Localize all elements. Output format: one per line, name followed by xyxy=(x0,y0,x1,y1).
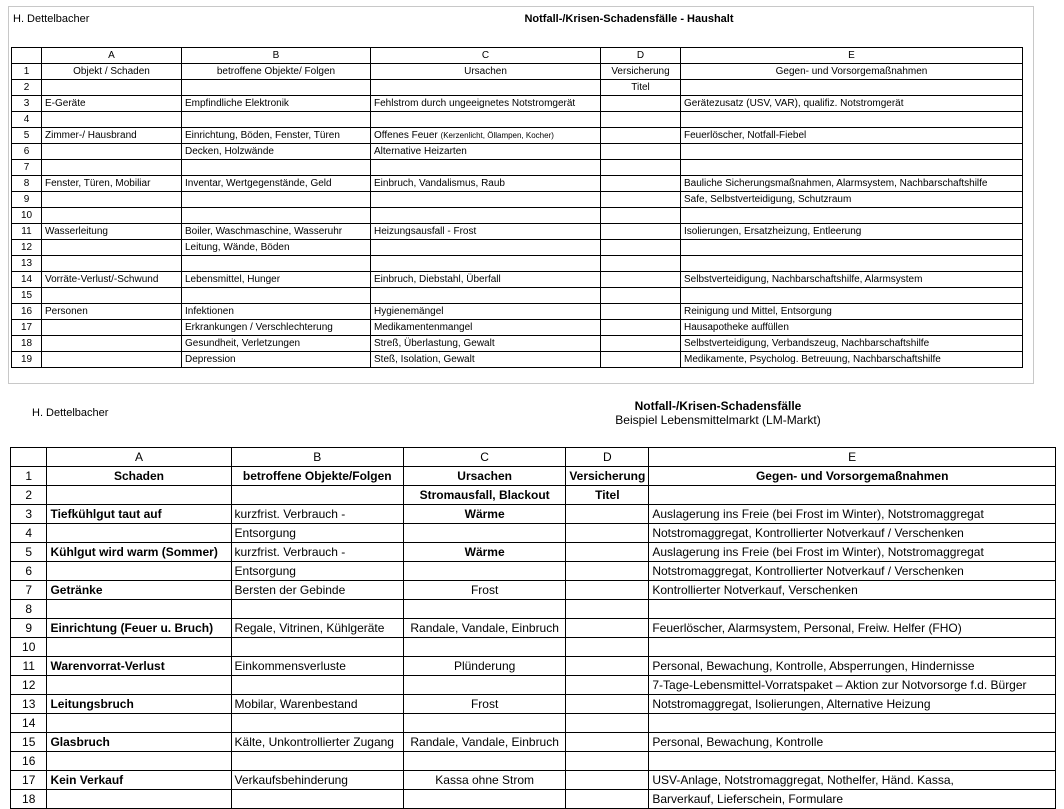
row-number: 4 xyxy=(12,112,42,128)
cell-insurance xyxy=(601,160,681,176)
cell-countermeasures: Gerätezusatz (USV, VAR), qualifiz. Notstromgerät xyxy=(681,96,1023,112)
column-letter: D xyxy=(601,48,681,64)
cell-causes: Wärme xyxy=(403,543,565,562)
cell-affected-objects: Entsorgung xyxy=(231,562,403,581)
cell-causes: Kassa ohne Strom xyxy=(403,771,565,790)
table-row xyxy=(12,112,1023,128)
row-number: 15 xyxy=(12,288,42,304)
cell-countermeasures xyxy=(681,112,1023,128)
cell-insurance xyxy=(566,505,649,524)
cell-insurance xyxy=(601,96,681,112)
cell-affected-objects: Decken, Holzwände xyxy=(182,144,371,160)
column-letter: A xyxy=(47,448,231,467)
table-row xyxy=(12,224,1023,240)
cell-affected-objects xyxy=(182,192,371,208)
cell-countermeasures: Reinigung und Mittel, Entsorgung xyxy=(681,304,1023,320)
cell-damage xyxy=(47,562,231,581)
cell-damage-object xyxy=(42,192,182,208)
cell-insurance xyxy=(601,128,681,144)
column-letter: C xyxy=(371,48,601,64)
cell-damage: Kühlgut wird warm (Sommer) xyxy=(47,543,231,562)
cell-insurance xyxy=(601,336,681,352)
cell-countermeasures xyxy=(649,638,1056,657)
cell-causes xyxy=(371,256,601,272)
table-row xyxy=(12,128,1023,144)
cell-causes xyxy=(371,64,601,80)
cell-affected-objects xyxy=(231,714,403,733)
row-number: 4 xyxy=(11,524,47,543)
cell-affected-objects xyxy=(182,80,371,96)
row-number: 2 xyxy=(12,80,42,96)
table-row xyxy=(11,657,1056,676)
table-row xyxy=(11,676,1056,695)
cell-countermeasures xyxy=(681,144,1023,160)
cell-affected-objects xyxy=(182,256,371,272)
cell-causes xyxy=(371,288,601,304)
cell-affected-objects: Mobilar, Warenbestand xyxy=(231,695,403,714)
cause-text: Steß, Isolation, Gewalt xyxy=(374,353,475,365)
sheet-household xyxy=(8,6,1034,384)
cell-affected-objects: Leitung, Wände, Böden xyxy=(182,240,371,256)
cell-affected-objects: Depression xyxy=(182,352,371,368)
cell-affected-objects xyxy=(231,790,403,809)
cell-affected-objects: kurzfrist. Verbrauch - xyxy=(231,505,403,524)
cell-affected-objects: Erkrankungen / Verschlechterung xyxy=(182,320,371,336)
cell-affected-objects: Einrichtung, Böden, Fenster, Türen xyxy=(182,128,371,144)
cause-note: (Kerzenlicht, Öllampen, Kocher) xyxy=(440,130,554,140)
cell-damage-object xyxy=(42,160,182,176)
cause-text: Offenes Feuer xyxy=(374,129,441,141)
cell-damage: Kein Verkauf xyxy=(47,771,231,790)
cell-insurance xyxy=(566,733,649,752)
row-number: 10 xyxy=(12,208,42,224)
table-row xyxy=(12,256,1023,272)
table-row xyxy=(11,619,1056,638)
cell-damage xyxy=(47,524,231,543)
cell-affected-objects: betroffene Objekte/Folgen xyxy=(231,467,403,486)
cell-damage-object xyxy=(42,80,182,96)
cell-causes: Randale, Vandale, Einbruch xyxy=(403,619,565,638)
cell-affected-objects xyxy=(182,160,371,176)
cell-countermeasures xyxy=(649,714,1056,733)
table-row xyxy=(12,352,1023,368)
cell-damage-object: E-Geräte xyxy=(42,96,182,112)
cell-causes: Frost xyxy=(403,581,565,600)
cell-affected-objects xyxy=(182,208,371,224)
cell-countermeasures: Barverkauf, Lieferschein, Formulare xyxy=(649,790,1056,809)
table-row xyxy=(11,524,1056,543)
cell-insurance xyxy=(601,224,681,240)
cell-countermeasures: Personal, Bewachung, Kontrolle, Absperrungen, Hindernisse xyxy=(649,657,1056,676)
cell-insurance xyxy=(601,208,681,224)
cell-damage-object xyxy=(42,112,182,128)
column-letter: B xyxy=(231,448,403,467)
row-number: 14 xyxy=(12,272,42,288)
cell-countermeasures xyxy=(681,80,1023,96)
row-number: 5 xyxy=(11,543,47,562)
cell-affected-objects: Bersten der Gebinde xyxy=(231,581,403,600)
cell-countermeasures: Kontrollierter Notverkauf, Verschenken xyxy=(649,581,1056,600)
cell-causes xyxy=(371,304,601,320)
table-row xyxy=(11,790,1056,809)
row-number: 13 xyxy=(11,695,47,714)
row-number: 15 xyxy=(11,733,47,752)
cell-causes xyxy=(403,752,565,771)
table-row xyxy=(12,144,1023,160)
cell-insurance xyxy=(601,288,681,304)
cell-damage-object xyxy=(42,208,182,224)
cell-damage xyxy=(47,638,231,657)
cell-insurance xyxy=(566,619,649,638)
cell-insurance xyxy=(601,144,681,160)
cell-countermeasures: Gegen- und Vorsorgemaßnahmen xyxy=(681,64,1023,80)
cell-insurance xyxy=(566,695,649,714)
table-row xyxy=(11,733,1056,752)
table-row xyxy=(12,336,1023,352)
cell-causes: Frost xyxy=(403,695,565,714)
cell-countermeasures: Bauliche Sicherungsmaßnahmen, Alarmsystem, Nachbarschaftshilfe xyxy=(681,176,1023,192)
cell-insurance: Versicherung xyxy=(601,64,681,80)
cell-damage-object: Personen xyxy=(42,304,182,320)
cell-countermeasures: Notstromaggregat, Kontrollierter Notverkauf / Verschenken xyxy=(649,562,1056,581)
cell-insurance xyxy=(601,320,681,336)
cell-causes xyxy=(403,562,565,581)
cell-causes xyxy=(403,638,565,657)
cell-damage: Einrichtung (Feuer u. Bruch) xyxy=(47,619,231,638)
cell-affected-objects xyxy=(231,676,403,695)
cell-countermeasures xyxy=(681,256,1023,272)
cell-insurance xyxy=(566,714,649,733)
row-number: 6 xyxy=(11,562,47,581)
cell-causes xyxy=(371,240,601,256)
corner-cell xyxy=(12,48,42,64)
row-number: 9 xyxy=(11,619,47,638)
cause-text: Ursachen xyxy=(464,65,507,77)
cell-countermeasures: Auslagerung ins Freie (bei Frost im Winter), Notstromaggregat xyxy=(649,543,1056,562)
table-row xyxy=(12,64,1023,80)
table-row xyxy=(11,638,1056,657)
cell-causes xyxy=(403,600,565,619)
table-row xyxy=(11,714,1056,733)
cell-causes: Plünderung xyxy=(403,657,565,676)
row-number: 16 xyxy=(11,752,47,771)
cell-countermeasures: Auslagerung ins Freie (bei Frost im Winter), Notstromaggregat xyxy=(649,505,1056,524)
cell-damage: Tiefkühlgut taut auf xyxy=(47,505,231,524)
cell-countermeasures: Notstromaggregat, Kontrollierter Notverkauf / Verschenken xyxy=(649,524,1056,543)
cell-countermeasures: USV-Anlage, Notstromaggregat, Nothelfer, Händ. Kassa, xyxy=(649,771,1056,790)
cell-affected-objects: Regale, Vitrinen, Kühlgeräte xyxy=(231,619,403,638)
sheet-title: Notfall-/Krisen-Schadensfälle - Haushalt xyxy=(524,13,734,25)
cell-affected-objects: Inventar, Wertgegenstände, Geld xyxy=(182,176,371,192)
cell-insurance xyxy=(566,790,649,809)
table-row xyxy=(11,562,1056,581)
row-number: 18 xyxy=(12,336,42,352)
table-row xyxy=(11,600,1056,619)
cell-countermeasures: Notstromaggregat, Isolierungen, Alternative Heizung xyxy=(649,695,1056,714)
cell-insurance xyxy=(566,638,649,657)
row-number: 9 xyxy=(12,192,42,208)
table-row xyxy=(12,208,1023,224)
cell-causes: Ursachen xyxy=(403,467,565,486)
table-row xyxy=(11,505,1056,524)
table-row xyxy=(12,192,1023,208)
cell-insurance xyxy=(566,562,649,581)
cell-damage: Glasbruch xyxy=(47,733,231,752)
sheet-title: Notfall-/Krisen-Schadensfälle xyxy=(634,399,802,413)
table-row xyxy=(12,272,1023,288)
cell-insurance xyxy=(566,543,649,562)
table-row xyxy=(11,771,1056,790)
row-number: 8 xyxy=(11,600,47,619)
cell-insurance xyxy=(566,676,649,695)
cell-damage-object xyxy=(42,320,182,336)
row-number: 16 xyxy=(12,304,42,320)
cell-damage-object xyxy=(42,256,182,272)
row-number: 17 xyxy=(11,771,47,790)
column-letter: E xyxy=(649,448,1056,467)
table-row xyxy=(11,467,1056,486)
table-row xyxy=(11,695,1056,714)
cell-affected-objects: Infektionen xyxy=(182,304,371,320)
row-number: 10 xyxy=(11,638,47,657)
cell-damage xyxy=(47,790,231,809)
cell-countermeasures: Feuerlöscher, Notfall-Fiebel xyxy=(681,128,1023,144)
cell-countermeasures: Selbstverteidigung, Verbandszeug, Nachbarschaftshilfe xyxy=(681,336,1023,352)
cell-insurance: Titel xyxy=(566,486,649,505)
row-number: 7 xyxy=(11,581,47,600)
row-number: 2 xyxy=(11,486,47,505)
sheet-subtitle: Beispiel Lebensmittelmarkt (LM-Markt) xyxy=(615,413,821,427)
cell-countermeasures: Personal, Bewachung, Kontrolle xyxy=(649,733,1056,752)
cause-text: Hygienemängel xyxy=(374,305,444,317)
cell-insurance xyxy=(601,192,681,208)
cell-affected-objects: Boiler, Waschmaschine, Wasseruhr xyxy=(182,224,371,240)
author-label: H. Dettelbacher xyxy=(32,407,109,419)
cell-affected-objects: Gesundheit, Verletzungen xyxy=(182,336,371,352)
damage-table-food-market xyxy=(10,447,1056,809)
cell-causes xyxy=(371,80,601,96)
column-letter: B xyxy=(182,48,371,64)
cell-causes xyxy=(371,160,601,176)
cell-countermeasures: Medikamente, Psycholog. Betreuung, Nachbarschaftshilfe xyxy=(681,352,1023,368)
cell-affected-objects: Verkaufsbehinderung xyxy=(231,771,403,790)
cell-affected-objects: kurzfrist. Verbrauch - xyxy=(231,543,403,562)
cell-countermeasures: Selbstverteidigung, Nachbarschaftshilfe, Alarmsystem xyxy=(681,272,1023,288)
cell-causes xyxy=(403,714,565,733)
cell-causes xyxy=(403,524,565,543)
cause-text: Fehlstrom durch ungeeignetes Notstromgerät xyxy=(374,97,576,109)
row-number: 3 xyxy=(11,505,47,524)
cell-countermeasures: Feuerlöscher, Alarmsystem, Personal, Freiw. Helfer (FHO) xyxy=(649,619,1056,638)
cell-countermeasures xyxy=(681,240,1023,256)
cell-affected-objects: Empfindliche Elektronik xyxy=(182,96,371,112)
cell-countermeasures: Hausapotheke auffüllen xyxy=(681,320,1023,336)
cell-insurance xyxy=(566,600,649,619)
cell-insurance xyxy=(601,256,681,272)
cell-damage-object xyxy=(42,144,182,160)
row-number: 13 xyxy=(12,256,42,272)
cell-affected-objects: Entsorgung xyxy=(231,524,403,543)
table-row xyxy=(12,304,1023,320)
cell-insurance xyxy=(601,112,681,128)
cell-causes xyxy=(371,128,601,144)
table-row xyxy=(12,320,1023,336)
cell-causes xyxy=(403,790,565,809)
author-label: H. Dettelbacher xyxy=(13,13,90,25)
column-letter: D xyxy=(566,448,649,467)
row-number: 12 xyxy=(12,240,42,256)
row-number: 8 xyxy=(12,176,42,192)
cell-damage xyxy=(47,600,231,619)
cause-text: Einbruch, Vandalismus, Raub xyxy=(374,177,505,189)
cell-insurance xyxy=(601,240,681,256)
cell-affected-objects xyxy=(231,600,403,619)
cell-countermeasures xyxy=(649,752,1056,771)
cell-insurance xyxy=(601,176,681,192)
cell-affected-objects xyxy=(231,752,403,771)
table-row xyxy=(11,486,1056,505)
cell-insurance: Versicherung xyxy=(566,467,649,486)
cell-causes xyxy=(371,192,601,208)
table-row xyxy=(12,288,1023,304)
column-letter: A xyxy=(42,48,182,64)
cell-damage-object: Objekt / Schaden xyxy=(42,64,182,80)
table-row xyxy=(11,581,1056,600)
row-number: 5 xyxy=(12,128,42,144)
row-number: 11 xyxy=(11,657,47,676)
cause-text: Heizungsausfall - Frost xyxy=(374,225,477,237)
cell-affected-objects: betroffene Objekte/ Folgen xyxy=(182,64,371,80)
cell-countermeasures: Safe, Selbstverteidigung, Schutzraum xyxy=(681,192,1023,208)
cell-insurance xyxy=(566,524,649,543)
cell-causes xyxy=(371,336,601,352)
table-row xyxy=(12,160,1023,176)
row-number: 7 xyxy=(12,160,42,176)
cause-text: Einbruch, Diebstahl, Überfall xyxy=(374,273,501,285)
cell-damage-object: Wasserleitung xyxy=(42,224,182,240)
cell-affected-objects xyxy=(231,638,403,657)
cell-causes xyxy=(371,144,601,160)
cell-insurance xyxy=(601,304,681,320)
cell-affected-objects: Lebensmittel, Hunger xyxy=(182,272,371,288)
cause-text: Streß, Überlastung, Gewalt xyxy=(374,337,495,349)
cell-causes: Wärme xyxy=(403,505,565,524)
cell-damage-object: Zimmer-/ Hausbrand xyxy=(42,128,182,144)
cell-insurance xyxy=(566,581,649,600)
column-letter-row xyxy=(11,448,1056,467)
cell-causes xyxy=(371,208,601,224)
cause-text: Alternative Heizarten xyxy=(374,145,467,157)
cell-causes xyxy=(371,272,601,288)
row-number: 12 xyxy=(11,676,47,695)
cause-text: Medikamentenmangel xyxy=(374,321,473,333)
cell-affected-objects xyxy=(231,486,403,505)
row-number: 19 xyxy=(12,352,42,368)
column-letter: E xyxy=(681,48,1023,64)
cell-insurance xyxy=(566,752,649,771)
row-number: 1 xyxy=(11,467,47,486)
cell-insurance xyxy=(566,657,649,676)
cell-causes xyxy=(371,176,601,192)
cell-countermeasures xyxy=(681,208,1023,224)
cell-damage-object xyxy=(42,240,182,256)
table-row xyxy=(12,80,1023,96)
cell-insurance xyxy=(601,352,681,368)
cell-damage-object xyxy=(42,336,182,352)
cell-countermeasures xyxy=(649,600,1056,619)
cell-countermeasures xyxy=(681,160,1023,176)
cell-damage-object xyxy=(42,288,182,304)
cell-damage xyxy=(47,486,231,505)
cell-damage xyxy=(47,752,231,771)
table-row xyxy=(12,176,1023,192)
cell-damage: Leitungsbruch xyxy=(47,695,231,714)
row-number: 14 xyxy=(11,714,47,733)
cell-causes xyxy=(371,96,601,112)
corner-cell xyxy=(11,448,47,467)
table-row xyxy=(11,752,1056,771)
cell-causes xyxy=(371,320,601,336)
cell-affected-objects: Kälte, Unkontrollierter Zugang xyxy=(231,733,403,752)
cell-damage: Warenvorrat-Verlust xyxy=(47,657,231,676)
cell-causes xyxy=(403,676,565,695)
cell-insurance xyxy=(566,771,649,790)
sheet-food-market xyxy=(8,393,1056,806)
cell-damage-object: Vorräte-Verlust/-Schwund xyxy=(42,272,182,288)
cell-damage xyxy=(47,714,231,733)
cell-affected-objects: Einkommensverluste xyxy=(231,657,403,676)
cell-countermeasures xyxy=(681,288,1023,304)
row-number: 11 xyxy=(12,224,42,240)
cell-damage: Schaden xyxy=(47,467,231,486)
cell-countermeasures: Gegen- und Vorsorgemaßnahmen xyxy=(649,467,1056,486)
cell-damage-object xyxy=(42,352,182,368)
table-row xyxy=(12,96,1023,112)
damage-table-household xyxy=(11,47,1023,368)
table-row xyxy=(12,240,1023,256)
cell-insurance xyxy=(601,272,681,288)
cell-causes: Stromausfall, Blackout xyxy=(403,486,565,505)
cell-insurance: Titel xyxy=(601,80,681,96)
cell-causes xyxy=(371,112,601,128)
cell-damage: Getränke xyxy=(47,581,231,600)
cell-affected-objects xyxy=(182,112,371,128)
cell-countermeasures: 7-Tage-Lebensmittel-Vorratspaket – Aktion zur Notvorsorge f.d. Bürger xyxy=(649,676,1056,695)
cell-damage-object: Fenster, Türen, Mobiliar xyxy=(42,176,182,192)
row-number: 18 xyxy=(11,790,47,809)
row-number: 3 xyxy=(12,96,42,112)
cell-countermeasures xyxy=(649,486,1056,505)
column-letter-row xyxy=(12,48,1023,64)
row-number: 6 xyxy=(12,144,42,160)
cell-affected-objects xyxy=(182,288,371,304)
cell-causes: Randale, Vandale, Einbruch xyxy=(403,733,565,752)
row-number: 1 xyxy=(12,64,42,80)
cell-countermeasures: Isolierungen, Ersatzheizung, Entleerung xyxy=(681,224,1023,240)
table-row xyxy=(11,543,1056,562)
cell-causes xyxy=(371,224,601,240)
cell-damage xyxy=(47,676,231,695)
row-number: 17 xyxy=(12,320,42,336)
cell-causes xyxy=(371,352,601,368)
column-letter: C xyxy=(403,448,565,467)
